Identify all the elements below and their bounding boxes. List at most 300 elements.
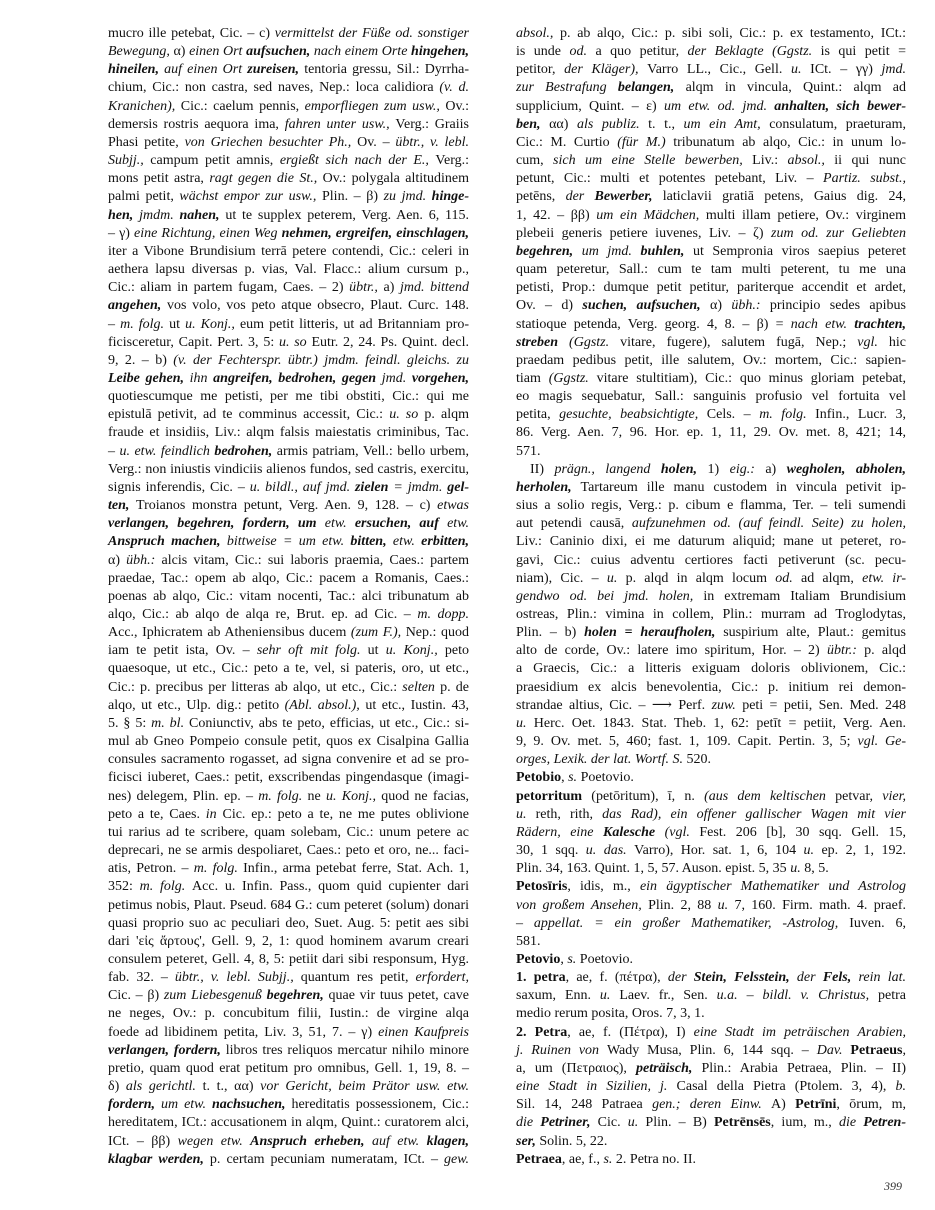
text-run: Varro LL., Cic., Gell.: [647, 62, 791, 78]
text-line: [108, 388, 469, 406]
text-run: Subjj.,: [108, 153, 151, 169]
text-run: etw.: [447, 516, 469, 532]
text-run: buhlen,: [640, 243, 693, 259]
text-run: übtr., v. lebl. Subjj.,: [174, 970, 301, 986]
text-run: aethera lapsu diversas p. vias, Val. Flacc.: alium cursum p.,: [108, 262, 469, 278]
text-line: [108, 279, 469, 297]
text-run: Anspruch machen,: [108, 534, 227, 550]
text-run: vorgehen,: [411, 370, 470, 386]
text-run: laticlavii gratiā petens, Gaius dig. 24,: [662, 189, 906, 205]
text-line: [108, 61, 469, 79]
text-run: fab. 32. –: [108, 970, 175, 986]
text-line: [516, 1133, 906, 1151]
text-line: [516, 98, 906, 116]
text-run: fraude et insidiis, Liv.: alqm falsis maiestatis criminibus, Tac.: [108, 425, 469, 441]
text-line: [108, 334, 469, 352]
text-run: a): [765, 461, 787, 477]
text-run: vgl. Ge-: [857, 734, 906, 750]
text-run: iam te petit ista, Ov. –: [108, 643, 257, 659]
text-line: [516, 1024, 906, 1042]
text-run: (zum F.),: [350, 625, 406, 641]
text-line: [516, 806, 906, 824]
text-run: quasi proprio suo ac peculiari deo, Suet. Aug. 5: petit aes sibi: [108, 915, 469, 931]
text-line: [108, 479, 469, 497]
text-line: [516, 642, 906, 660]
text-line: [516, 1042, 906, 1060]
text-run: quantum res petit,: [300, 970, 416, 986]
text-run: suchen, aufsuchen,: [582, 298, 711, 314]
text-run: etw. ir-: [862, 570, 907, 586]
text-run: = jmdm.: [393, 479, 448, 495]
text-run: petēns,: [516, 189, 566, 205]
text-run: petunt, Cic.: multi et potentes petebant, Liv. –: [516, 171, 824, 187]
text-run: m. bl.: [151, 715, 189, 731]
text-line: [516, 406, 906, 424]
text-run: mul ab Gneo Pompeio consule petit, quos ex Cisalpina Gallia: [108, 734, 469, 750]
text-run: (Abl. absol.),: [284, 697, 366, 713]
text-run: (petōritum), ī, n.: [582, 788, 705, 804]
text-run: alqm in vincula, Quint.: alqm ad: [685, 80, 907, 96]
text-run: supplicium, Quint. – ε): [516, 98, 664, 114]
text-run: peti = petii, Sen. Med. 248: [742, 697, 906, 713]
text-line: [108, 297, 469, 315]
text-run: quaesoque, ut etc., Cic.: peto a te, vel, si pateris, oro, ut etc.,: [108, 661, 469, 677]
text-line: [516, 1078, 906, 1096]
headword: 1. petra: [516, 970, 566, 986]
text-run: Herc. Oet. 1843. Stat. Theb. 1, 62: petīt = petiit, Verg. Aen.: [533, 715, 906, 731]
text-run: b.: [895, 1079, 906, 1095]
text-run: zur Bestrafung: [516, 80, 618, 96]
text-run: erbitten,: [421, 534, 469, 550]
text-run: Bewerber,: [594, 189, 663, 205]
text-run: zu jmd.: [383, 189, 432, 205]
text-run: suspirium alte, Plaut.: gemitus: [723, 625, 906, 641]
text-line: [108, 370, 469, 388]
text-line: [108, 1005, 469, 1023]
text-line: [516, 624, 906, 642]
text-line: [516, 352, 906, 370]
text-run: (für M.): [617, 134, 674, 150]
text-run: campum petit amnis,: [150, 153, 280, 169]
text-run: u. Konj.,: [385, 643, 445, 659]
text-run: u. das.: [585, 843, 635, 859]
text-line: [108, 207, 469, 225]
text-run: consules sacramento rogasset, ad signa convenire et ad se pro-: [108, 752, 469, 768]
text-run: u.: [516, 806, 536, 822]
text-line: [108, 1096, 469, 1114]
text-run: petisti, Prop.: dumque petit petitur, pariterque accendit et ardet,: [516, 280, 906, 296]
text-run: sehr oft mit folg.: [256, 643, 368, 659]
text-run: aufzunehmen od. (auf feindl. Seite) zu holen,: [631, 516, 906, 532]
text-run: deprecari, ne se armis despoliaret, Caes.: peto et oro, ne... faci-: [108, 843, 469, 859]
text-run: 8, 5.: [804, 861, 829, 877]
text-run: eo magis sequebatur, Sall.: sanguinis profusio vel fortuita vel: [516, 389, 906, 405]
text-run: übh.:: [126, 552, 162, 568]
text-run: verlangen, begehren, fordern, um: [108, 516, 325, 532]
text-run: als publiz.: [576, 116, 649, 132]
text-run: iter a Vibone Brundisium terrā petere contendi, Cic.: celeri in: [108, 243, 469, 259]
text-run: zum Liebesgenuß: [163, 988, 267, 1004]
text-run: wegen etw.: [177, 1133, 251, 1149]
text-run: a quo petitur,: [595, 44, 688, 60]
text-run: Partiz. subst.,: [823, 171, 906, 187]
text-run: prägn., langend: [554, 461, 661, 477]
text-run: plebeii generis petiere iuvenes, Liv. – ζ): [516, 225, 772, 241]
text-run: u.: [790, 861, 805, 877]
text-run: u.: [599, 988, 620, 1004]
text-run: in extremam Italiam Brundisium: [703, 588, 906, 604]
text-run: a Graecis, Cic.: a litteris exiguam doloris oblivionem, Cic.:: [516, 661, 906, 677]
text-run: , ae, f. (πέτρα),: [565, 970, 668, 986]
text-run: zum od. zur Geliebten: [771, 225, 906, 241]
text-run: emporfliegen zum usw.,: [304, 98, 446, 114]
text-run: Plin. 2, 88: [648, 897, 718, 913]
text-run: verlangen, fordern,: [108, 1042, 226, 1058]
text-run: Fels,: [822, 970, 859, 986]
text-line: [516, 751, 906, 769]
headword: Petraea: [516, 1151, 562, 1167]
text-line: [516, 388, 906, 406]
text-run: mucro ille petebat, Cic. – c): [108, 26, 275, 41]
text-run: Infin., arma petebat ferre, Stat. Ach. 1,: [243, 861, 469, 877]
text-run: ersuchen, auf: [354, 516, 448, 532]
text-run: petimus nobis, Plaut. Pseud. 684 G.: cum peteret (solum) donari: [108, 897, 469, 913]
text-run: das Rad), ein offener gallischer Wagen mit vier: [602, 806, 906, 822]
text-run: –: [108, 316, 121, 332]
text-line: [516, 824, 906, 842]
headword: Petovio: [516, 951, 561, 967]
text-run: reth, rith,: [535, 806, 603, 822]
text-run: t. t., αα): [202, 1079, 261, 1095]
text-run: von großem Ansehen,: [516, 897, 649, 913]
text-line: [516, 334, 906, 352]
text-run: die: [516, 1115, 541, 1131]
text-run: α): [108, 552, 127, 568]
text-run: aufsuchen,: [246, 44, 314, 60]
text-run: ,: [902, 1042, 906, 1058]
text-run: appellat. = ein großer Mathematiker, -Astrolog,: [533, 915, 850, 931]
text-run: Varro), Hor. sat. 1, 6, 104: [634, 843, 804, 859]
text-run: hen,: [108, 207, 140, 223]
text-run: hereditatis possessionem, Cic.:: [291, 1097, 469, 1113]
text-line: [516, 606, 906, 624]
text-run: Ov.: polygala altitudinem: [322, 171, 469, 187]
text-run: praedam pedibus petit, ille salutem, Ov.: mortem, Cic.: sapien-: [516, 352, 906, 368]
text-run: u. etw. feindlich: [119, 443, 215, 459]
text-run: m. dopp.: [417, 607, 469, 622]
text-run: fahren unter usw.,: [284, 116, 396, 132]
text-line: [516, 316, 906, 334]
text-line: [516, 788, 906, 806]
text-line: [516, 533, 906, 551]
text-run: ad alqm,: [800, 570, 863, 586]
text-run: der: [565, 189, 595, 205]
text-run: quam peteretur, Sall.: cum te tam multi peterent, tu me una: [516, 262, 906, 278]
text-run: ii qui nunc: [834, 153, 906, 169]
text-run: gel-: [447, 479, 469, 495]
text-run: wegholen, abholen,: [786, 461, 906, 477]
text-run: j. Ruinen von: [516, 1042, 607, 1058]
text-line: [516, 279, 906, 297]
text-run: zielen: [354, 479, 394, 495]
text-line: [108, 98, 469, 116]
text-run: Cic.: aliam in partem fugam, Caes. – 2): [108, 280, 350, 296]
text-run: Plin.: Arabia Petraea, Plin. – II): [701, 1060, 906, 1076]
text-run: Petren-: [863, 1115, 906, 1131]
text-run: (v. d.: [439, 80, 469, 96]
text-run: aut petendi causā,: [516, 516, 632, 532]
text-run: vitare, fugere), salutem fugā, Nep.;: [620, 334, 858, 350]
text-line: [516, 769, 906, 787]
text-run: wächst empor zur usw.,: [179, 189, 322, 205]
text-line: [108, 878, 469, 896]
text-line: [516, 207, 906, 225]
text-run: ergießt sich nach der E.,: [279, 153, 436, 169]
text-line: [516, 152, 906, 170]
text-run: Acc., Iphicratem ab Atheniensibus ducem: [108, 625, 351, 641]
text-run: 1, 42. – ββ): [516, 207, 597, 223]
text-run: is unde: [516, 44, 570, 60]
text-run: holen = heraufholen,: [584, 625, 724, 641]
text-run: holen,: [660, 461, 708, 477]
text-line: [108, 697, 469, 715]
text-line: [516, 897, 906, 915]
text-run: chium, Cic.: non castra, sed naves, Nep.: loca calidiora: [108, 80, 440, 96]
text-line: [108, 751, 469, 769]
text-line: [516, 679, 906, 697]
text-run: ne: [307, 788, 326, 804]
text-run: (aus dem keltischen: [704, 788, 836, 804]
text-line: [516, 225, 906, 243]
text-run: Plin. 34, 163. Quint. 1, 5, 57. Auson. epist. 5, 35: [516, 861, 791, 877]
text-run: signis inferendis, Cic. –: [108, 479, 250, 495]
headword: petorritum: [516, 788, 583, 804]
text-line: [516, 170, 906, 188]
text-line: [516, 1060, 906, 1078]
text-line: [516, 987, 906, 1005]
text-run: nachsuchen,: [211, 1097, 292, 1113]
text-run: αα): [549, 116, 577, 132]
text-run: gen.; deren Einw.: [652, 1097, 772, 1113]
text-run: pretio, quam quod erat petitum pro omnibus, Gell. 1, 19, 8. –: [108, 1060, 469, 1076]
text-run: quae vir tuus petet, cave: [328, 988, 469, 1004]
text-line: [516, 261, 906, 279]
text-run: Coniunctiv, abs te peto, efficias, ut etc., Cic.: si-: [189, 715, 470, 731]
text-run: u. so: [389, 407, 425, 423]
text-line: [516, 660, 906, 678]
text-run: Liv.: Caninio dixi, ei me daturum aliquid; mane ut peteret, ro-: [516, 534, 906, 550]
text-line: [516, 297, 906, 315]
text-run: m. folg.: [139, 879, 193, 895]
text-run: alqo, ut etc., Ulp. dig.: petito: [108, 697, 285, 713]
text-run: trachten,: [854, 316, 906, 332]
text-line: [108, 1060, 469, 1078]
text-run: , ium, m.,: [770, 1115, 839, 1131]
text-line: [516, 116, 906, 134]
text-line: [516, 134, 906, 152]
text-run: eine Richtung, einen Weg: [134, 225, 282, 241]
text-run: Acc. u. Infin. Pass., quom quid cupienter dari: [192, 879, 470, 895]
text-run: m. folg.: [193, 861, 244, 877]
text-line: [516, 697, 906, 715]
text-line: [108, 824, 469, 842]
text-run: ser,: [516, 1133, 540, 1149]
text-run: (Ggstz.: [548, 370, 597, 386]
text-run: tribunatum ab alqo, Cic.: in unum lo-: [673, 134, 906, 150]
text-run: palmi petit,: [108, 189, 180, 205]
text-run: Cic.: [597, 1115, 628, 1131]
text-run: eine Stadt im peträischen Arabien,: [693, 1024, 906, 1040]
text-run: od.: [775, 570, 801, 586]
text-run: consulem peteret, Gell. 4, 8, 5: petiit dari sibi responsum, Hyg.: [108, 951, 469, 967]
text-run: Anspruch erheben,: [250, 1133, 372, 1149]
text-run: α): [710, 298, 732, 314]
text-run: hic: [888, 334, 907, 350]
text-run: saxum, Enn.: [516, 988, 600, 1004]
text-run: um etw. od. jmd.: [663, 98, 775, 114]
text-run: gendwo od. bei jmd. holen,: [516, 588, 704, 604]
text-run: multi illam petiere, Ov.: virginem: [705, 207, 906, 223]
text-run: Petriner,: [540, 1115, 598, 1131]
text-run: foede ad libidinem petita, Liv. 3, 51, 7. – γ): [108, 1024, 379, 1040]
text-run: zureisen,: [247, 62, 305, 78]
text-run: 352:: [108, 879, 140, 895]
text-run: nehmen, ergreifen, einschlagen,: [281, 225, 469, 241]
text-line: [108, 715, 469, 733]
text-line: [516, 61, 906, 79]
text-run: 1): [707, 461, 730, 477]
text-run: ben,: [516, 116, 550, 132]
text-run: angreifen, bedrohen, gegen: [213, 370, 382, 386]
text-run: die: [838, 1115, 864, 1131]
text-line: [108, 552, 469, 570]
text-run: Sil. 14, 248 Patraea: [516, 1097, 653, 1113]
text-run: Wady Musa, Plin. 6, 144 sqq. –: [606, 1042, 817, 1058]
text-run: jmd.: [381, 370, 412, 386]
text-run: (Ggstz.: [569, 334, 621, 350]
text-line: [516, 443, 906, 461]
headword: Petrīni: [795, 1097, 837, 1113]
text-run: statioque petenda, Verg. georg. 4, 8. – β) =: [516, 316, 791, 332]
text-run: um ein Amt,: [683, 116, 770, 132]
text-run: petitor,: [516, 62, 565, 78]
text-run: um etw.: [161, 1097, 212, 1113]
text-run: herholen,: [516, 479, 581, 495]
text-line: [108, 570, 469, 588]
text-line: [108, 933, 469, 951]
text-run: Nep.: quod: [405, 625, 469, 641]
text-run: –: [108, 443, 120, 459]
text-line: [516, 1096, 906, 1114]
text-run: Stein, Felsstein,: [693, 970, 797, 986]
text-run: eine Stadt in Sizilien, j.: [516, 1079, 677, 1095]
text-run: Cels. –: [706, 407, 760, 423]
text-run: übtr.:: [826, 643, 865, 659]
text-line: [108, 443, 469, 461]
text-run: gew.: [443, 1151, 469, 1167]
text-run: cum,: [516, 153, 554, 169]
text-line: [108, 116, 469, 134]
text-run: Verg.:: [435, 153, 469, 169]
text-line: [108, 1151, 469, 1169]
text-line: [108, 152, 469, 170]
text-run: Eutr. 2, 24. Ps. Quint. decl.: [311, 334, 469, 350]
text-run: jmdm.: [139, 207, 180, 223]
text-run: 7, 160. Firm. math. 4. praef.: [734, 897, 906, 913]
text-run: Troianos monstra petunt, Verg. Aen. 9, 128. – c): [136, 498, 438, 514]
text-run: Plin. – B): [645, 1115, 714, 1131]
text-run: auf einen Ort: [164, 62, 248, 78]
text-run: u. bildl., auf jmd.: [249, 479, 355, 495]
text-run: eum petit litteris, ut ad Britanniam pro-: [239, 316, 470, 332]
text-run: 9, 9. Ov. met. 5, 460; fast. 1, 109. Capit. Pertin. 3, 5;: [516, 734, 858, 750]
text-line: [516, 933, 906, 951]
text-run: , idis, m.,: [567, 879, 640, 895]
text-run: um jmd.: [581, 243, 641, 259]
text-run: 581.: [516, 933, 541, 949]
text-run: u.: [516, 715, 534, 731]
text-line: [516, 461, 906, 479]
text-run: übtr.,: [349, 280, 384, 296]
text-run: , ae, f. (Πέτρα), I): [567, 1024, 694, 1040]
right-text-column: [516, 25, 906, 1169]
text-line: [108, 642, 469, 660]
text-line: [516, 25, 906, 43]
text-run: Ov. – d): [516, 298, 583, 314]
text-line: [516, 370, 906, 388]
text-run: bitten,: [350, 534, 393, 550]
text-run: Kalesche: [603, 824, 665, 840]
text-line: [108, 1024, 469, 1042]
text-run: Cic.: caelum pennis,: [180, 98, 305, 114]
text-run: peträisch,: [635, 1060, 702, 1076]
text-run: Rädern, eine: [516, 824, 604, 840]
text-run: eig.:: [729, 461, 766, 477]
text-run: der: [667, 970, 694, 986]
text-run: ut: [169, 316, 186, 332]
text-run: u.: [803, 843, 822, 859]
text-line: [108, 243, 469, 261]
text-run: od.: [569, 44, 596, 60]
text-run: vier,: [882, 788, 906, 804]
text-run: u.: [606, 570, 626, 586]
page-number: 399: [884, 1179, 902, 1193]
text-run: 30, 1 sqq.: [516, 843, 586, 859]
text-line: [516, 1151, 906, 1169]
text-run: ut Sempronia viros saepius peteret: [692, 243, 906, 259]
text-run: u. Konj.,: [185, 316, 240, 332]
text-run: (v. der Fechterspr. übtr.) jmdm. feindl. gleichs. zu: [173, 352, 469, 368]
text-line: [516, 188, 906, 206]
text-run: m. folg.: [759, 407, 816, 423]
text-run: nes) delegem, Plin. ep. –: [108, 788, 259, 804]
text-line: [108, 43, 469, 61]
text-line: [108, 170, 469, 188]
text-line: [108, 79, 469, 97]
text-run: armis patriam, Vell.: bello urbem,: [276, 443, 470, 459]
text-run: übh.:: [731, 298, 770, 314]
text-line: [108, 352, 469, 370]
text-run: sich um eine Stelle bewerben,: [553, 153, 753, 169]
text-run: 2. Petra no. II.: [615, 1151, 696, 1167]
text-run: vgl.: [857, 334, 889, 350]
text-run: etwas: [437, 498, 469, 514]
text-run: Bewegung,: [108, 44, 174, 60]
text-line: [108, 406, 469, 424]
text-run: vor Gericht, beim Prätor usw. etw.: [260, 1079, 469, 1095]
text-run: jmd. bittend: [400, 280, 469, 296]
text-run: Verg.: Graiis: [395, 116, 469, 132]
